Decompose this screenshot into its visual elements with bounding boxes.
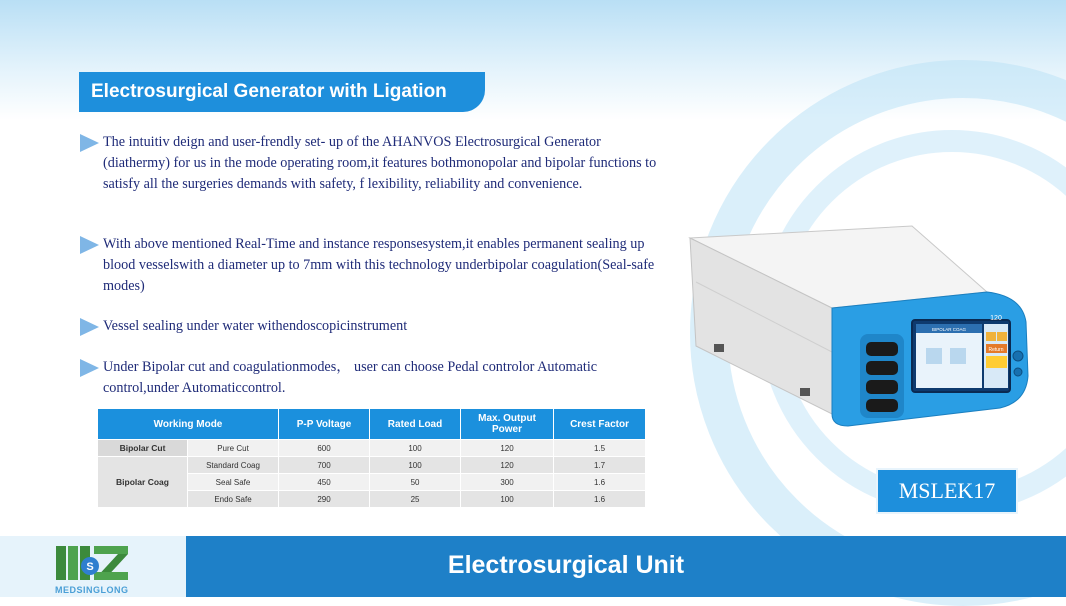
table-cell: Standard Coag: [188, 457, 279, 474]
table-cell: Seal Safe: [188, 474, 279, 491]
column-header: P-P Voltage: [279, 409, 370, 440]
group-label: Bipolar Coag: [98, 457, 188, 508]
column-header: Working Mode: [98, 409, 279, 440]
feature-item: [80, 357, 660, 399]
table-cell: 120: [461, 457, 554, 474]
model-number: MSLEK17: [898, 478, 996, 503]
table-header-row: [98, 409, 646, 440]
table-cell: 1.5: [554, 440, 646, 457]
screen-return-label: Return: [988, 347, 1004, 353]
table-cell: 100: [370, 440, 461, 457]
feature-text: With above mentioned Real-Time and instance responsesystem,it enables permanent sealing up blood vesselswith a diameter up to 7mm with this technology underbipolar coagulation(Seal-safe modes): [103, 236, 655, 294]
feature-text: The intuitiv deign and user-frendly set- up of the AHANVOS Electrosurgical Generator (diathermy) for us in the mode operating room,it features bothmonopolar and bipolar functions to satisfy all the surgeries demands with safety, f lexibility, reliability and convenience.: [103, 134, 657, 192]
table-row: [98, 457, 646, 474]
table-cell: 100: [461, 491, 554, 508]
bullet-arrow-icon: [80, 318, 99, 336]
svg-text:S: S: [86, 561, 94, 573]
group-label: Bipolar Cut: [98, 440, 188, 457]
table-cell: 450: [279, 474, 370, 491]
column-header: Max. Output Power: [461, 409, 554, 440]
table-cell: 600: [279, 440, 370, 457]
feature-item: [80, 316, 660, 337]
column-header: Rated Load: [370, 409, 461, 440]
table-cell: 100: [370, 457, 461, 474]
feature-item: [80, 132, 660, 195]
table-cell: 120: [461, 440, 554, 457]
table-cell: 300: [461, 474, 554, 491]
company-name: MEDSINGLONG: [55, 585, 129, 595]
table-cell: 1.6: [554, 491, 646, 508]
specification-table: [97, 408, 646, 508]
feature-text: Under Bipolar cut and coagulationmodes， user can choose Pedal controlor Automatic control,under Automaticcontrol.: [103, 359, 598, 396]
table-row: [98, 440, 646, 457]
section-title-banner: [79, 72, 485, 112]
feature-text: Vessel sealing under water withendoscopicinstrument: [103, 318, 408, 334]
table-cell: 50: [370, 474, 461, 491]
section-title: Electrosurgical Generator with Ligation: [91, 81, 447, 102]
model-number-badge: [876, 468, 1018, 514]
table-cell: Pure Cut: [188, 440, 279, 457]
footer-title: Electrosurgical Unit: [447, 551, 685, 579]
bullet-arrow-icon: [80, 359, 99, 377]
bullet-arrow-icon: [80, 134, 99, 152]
screen-mode: BIPOLAR COAG: [931, 327, 967, 332]
table-cell: 25: [370, 491, 461, 508]
feature-item: [80, 234, 660, 297]
table-cell: 290: [279, 491, 370, 508]
table-cell: Endo Safe: [188, 491, 279, 508]
screen-value: 120: [990, 315, 1002, 322]
bullet-arrow-icon: [80, 236, 99, 254]
table-cell: 700: [279, 457, 370, 474]
electrosurgical-unit-image: [682, 224, 1042, 444]
table-cell: 1.6: [554, 474, 646, 491]
column-header: Crest Factor: [554, 409, 646, 440]
table-cell: 1.7: [554, 457, 646, 474]
